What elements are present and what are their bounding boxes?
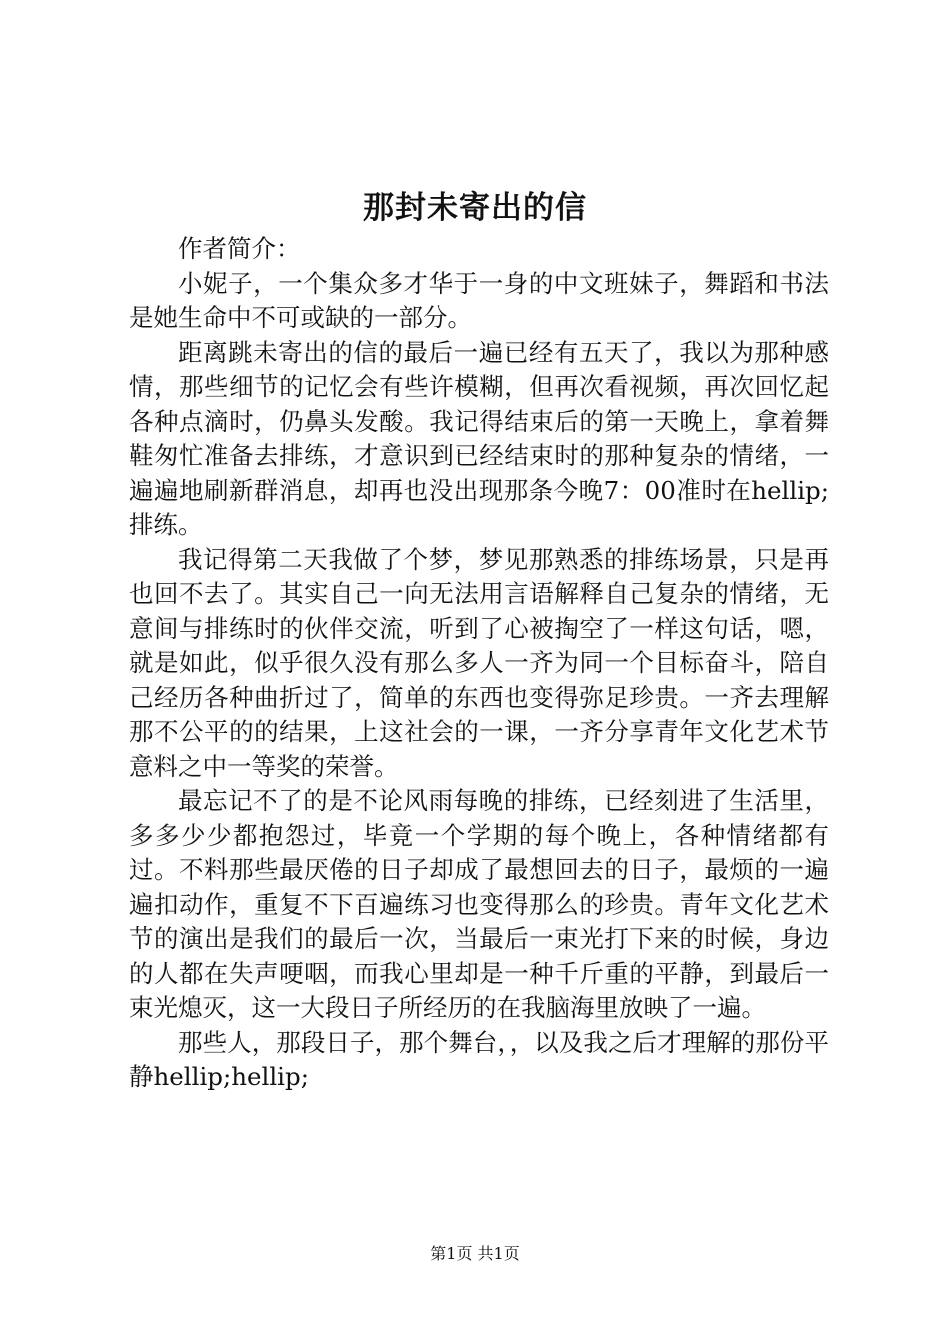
paragraph-3: 最忘记不了的是不论风雨每晚的排练，已经刻进了生活里，多多少少都抱怨过，毕竟一个学期的每个晚上，各种情绪都有过。不料那些最厌倦的日子却成了最想回去的日子，最烦的一遍遍扣动作，重复不下百遍练习也变得那么的珍贵。青年文化艺术节的演出是我们的最后一次，当最后一束光打下来的时候，身边的人都在失声哽咽，而我心里却是一种千斤重的平静，到最后一束光熄灭，这一大段日子所经历的在我脑海里放映了一遍。	[129, 786, 829, 1022]
paragraph-2: 我记得第二天我做了个梦，梦见那熟悉的排练场景，只是再也回不去了。其实自己一向无法用言语解释自己复杂的情绪，无意间与排练时的伙伴交流，听到了心被掏空了一样这句话，嗯，就是如此，似乎很久没有那么多人一齐为同一个目标奋斗，陪自己经历各种曲折过了，简单的东西也变得弥足珍贵。一齐去理解那不公平的的结果，上这社会的一课，一齐分享青年文化艺术节意料之中一等奖的荣誉。	[129, 544, 829, 781]
author-intro-heading: 作者简介：	[178, 234, 301, 263]
paragraph-4: 那些人，那段日子，那个舞台，，以及我之后才理解的那份平静hellip;hellip;	[129, 1027, 829, 1091]
paragraph-author-bio: 小妮子，一个集众多才华于一身的中文班妹子，舞蹈和书法是她生命中不可或缺的一部分。	[129, 268, 829, 332]
paragraph-1: 距离跳未寄出的信的最后一遍已经有五天了，我以为那种感情，那些细节的记忆会有些许模糊，但再次看视频，再次回忆起各种点滴时，仍鼻头发酸。我记得结束后的第一天晚上，拿着舞鞋匆忙准备去排练，才意识到已经结束时的那种复杂的情绪，一遍遍地刷新群消息，却再也没出现那条今晚7：00准时在hellip;排练。	[129, 337, 829, 539]
page-footer: 第1页 共1页	[430, 1244, 520, 1263]
document-title: 那封未寄出的信	[363, 190, 587, 226]
document-body	[129, 232, 829, 1095]
